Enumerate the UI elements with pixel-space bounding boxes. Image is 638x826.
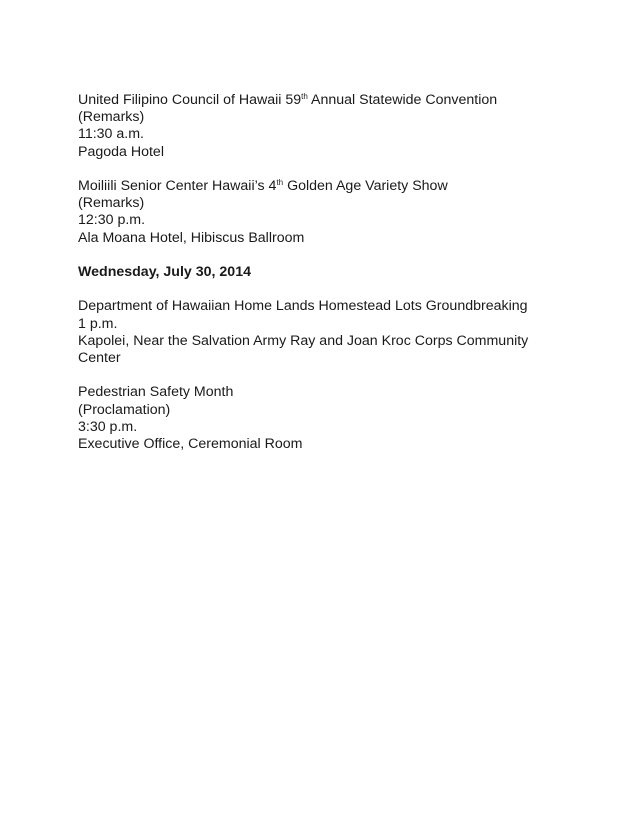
event-location: Kapolei, Near the Salvation Army Ray and Joan Kroc Corps Community Center (78, 332, 529, 366)
document-page (78, 92, 578, 470)
event-location: Pagoda Hotel (78, 143, 164, 160)
event-type: (Remarks) (78, 109, 145, 126)
event-location: Ala Moana Hotel, Hibiscus Ballroom (78, 229, 305, 246)
event-type: (Remarks) (78, 195, 145, 212)
event-time: 11:30 a.m. (78, 126, 144, 143)
event-dhhl-groundbreaking (78, 298, 578, 367)
event-title-part: Golden Age Variety Show (283, 178, 448, 194)
event-title (78, 92, 578, 109)
ordinal-suffix: th (301, 92, 308, 101)
event-title: Pedestrian Safety Month (78, 384, 234, 401)
event-title: Department of Hawaiian Home Lands Homestead Lots Groundbreaking (78, 298, 528, 315)
event-title-part: Moiliili Senior Center Hawaii’s 4 (78, 178, 277, 194)
event-time: 3:30 p.m. (78, 418, 138, 435)
event-location: Executive Office, Ceremonial Room (78, 436, 303, 452)
event-time: 12:30 p.m. (78, 212, 146, 229)
event-type: (Proclamation) (78, 401, 171, 418)
event-time: 1 p.m. (78, 315, 118, 332)
event-moiliili-variety-show (78, 178, 578, 247)
event-title-part: United Filipino Council of Hawaii 59 (78, 92, 302, 108)
event-title-part: Annual Statewide Convention (307, 92, 498, 108)
event-ufch-convention (78, 92, 578, 161)
ordinal-suffix: th (276, 178, 284, 187)
day-heading: Wednesday, July 30, 2014 (78, 264, 251, 280)
event-title (78, 178, 578, 195)
event-pedestrian-safety-month (78, 384, 578, 453)
